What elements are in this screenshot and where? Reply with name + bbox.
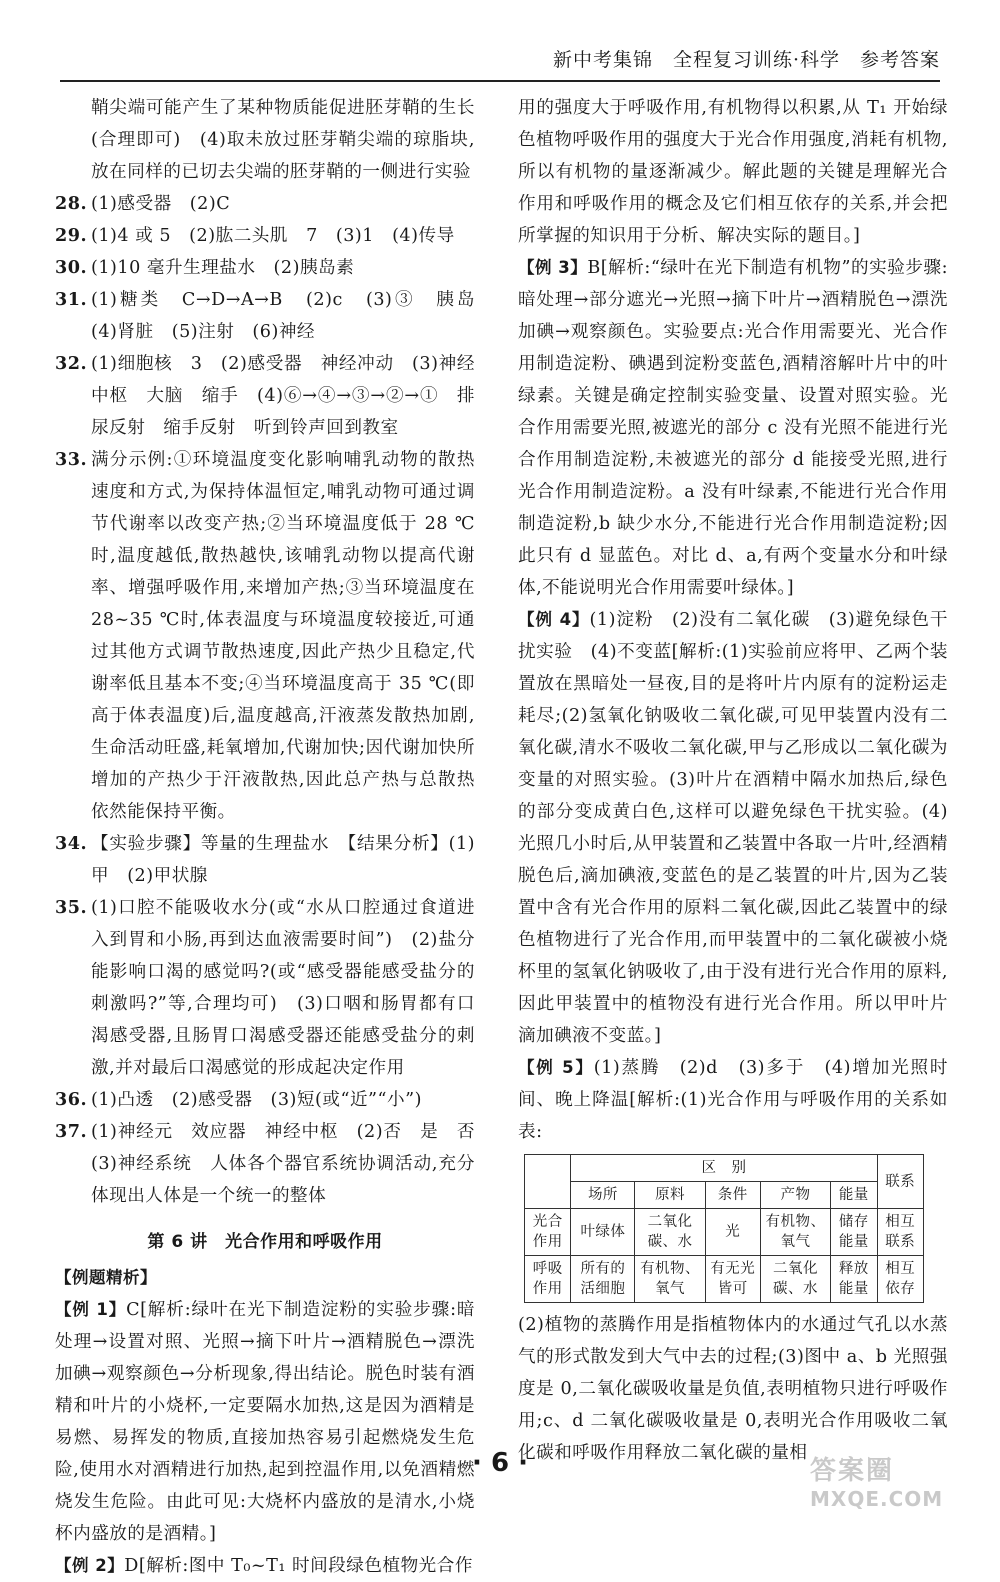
answer-item: [55, 220, 475, 252]
item-text: (1)凸透 (2)感受器 (3)短(或“近”“小”): [91, 1090, 423, 1110]
item-text: (1)糖类 C→D→A→B (2)c (3)③ 胰岛 (4)肾脏 (5)注射 (6)神经: [91, 290, 494, 342]
item-text: 满分示例:①环境温度变化影响哺乳动物的散热速度和方式,为保持体温恒定,哺乳动物可通过调节代谢率以改变产热;②当环境温度低于 28 ℃时,温度越低,散热越快,该哺乳动物以提高代谢率、增强呼吸作用,来增加产热;③当环境温度在28~35 ℃时,体表温度与环境温度较接近,可通过其他方式调节散热速度,因此产热少且稳定,代谢率低且基本不变;④当环境温度高于 35 ℃(即高于体表温度)后,温度越高,汗液蒸发散热加剧,生命活动旺盛,耗氧增加,代谢加快;因代谢加快所增加的产热少于汗液散热,因此总产热与总散热依然能保持平衡。: [91, 450, 475, 822]
table-cell: 释放能量: [831, 1256, 877, 1303]
table-link-cell: 相互联系: [877, 1209, 923, 1256]
item-number: 32.: [55, 353, 88, 374]
comparison-table: [524, 1154, 924, 1303]
table-row-name: 光合作用: [525, 1209, 571, 1256]
answer-item: [55, 284, 494, 348]
item-number: 34.: [55, 833, 88, 854]
after-table-paragraph: (2)植物的蒸腾作用是指植物体内的水通过气孔以水蒸气的形式散发到大气中去的过程;(3)图中 a、b 光照强度是 0,二氧化碳吸收量是负值,表明植物只进行呼吸作用;c、d 二氧化碳吸收量是 0,表明光合作用吸收二氧化碳和呼吸作用释放二氧化碳的量相: [518, 1315, 948, 1463]
table-cell: 光: [705, 1209, 760, 1256]
table-cell: 有机物、氧气: [635, 1256, 705, 1303]
table-col-header: 产物: [760, 1182, 830, 1209]
header-title: 新中考集锦 全程复习训练·科学 参考答案: [552, 49, 940, 71]
example-text: C[解析:绿叶在光下制造淀粉的实验步骤:暗处理→设置对照、光照→摘下叶片→酒精脱色→漂洗加碘→观察颜色→分析现象,得出结论。脱色时装有酒精和叶片的小烧杯,一定要隔水加热,这是因为酒精是易燃、易挥发的物质,直接加热容易引起燃烧发生危险,使用水对酒精进行加热,起到控温作用,以免酒精燃烧发生危险。由此可见:大烧杯内盛放的是清水,小烧杯内盛放的是酒精。]: [55, 1300, 475, 1544]
table-row: [525, 1256, 924, 1303]
table-column-row: [525, 1182, 924, 1209]
example-label: 【例 2】: [55, 1556, 125, 1575]
item-text: (1)感受器 (2)C: [91, 194, 231, 214]
example-2: [55, 1550, 475, 1582]
answer-item: [55, 1116, 494, 1212]
answer-item: [55, 892, 475, 1084]
example-text: B[解析:“绿叶在光下制造有机物”的实验步骤:暗处理→部分遮光→光照→摘下叶片→酒精脱色→漂洗加碘→观察颜色。实验要点:光合作用需要光、光合作用制造淀粉、碘遇到淀粉变蓝色,酒精溶解叶片中的叶绿素。关键是确定控制实验变量、设置对照实验。光合作用需要光照,被遮光的部分 c 没有光照不能进行光合作用制造淀粉,未被遮光的部分 d 能接受光照,进行光合作用制造淀粉。a 没有叶绿素,不能进行光合作用制造淀粉,b 缺少水分,不能进行光合作用制造淀粉;因此只有 d 显蓝色。对比 d、a,有两个变量水分和叶绿体,不能说明光合作用需要叶绿体。]: [518, 258, 949, 598]
example-2-continued: 用的强度大于呼吸作用,有机物得以积累,从 T₁ 开始绿色植物呼吸作用的强度大于光合作用强度,消耗有机物,所以有机物的量逐渐减少。解此题的关键是理解光合作用和呼吸作用的概念及它们相互依存的关系,并会把所掌握的知识用于分析、解决实际的题目。]: [518, 98, 948, 246]
item-text: 【实验步骤】等量的生理盐水 【结果分析】(1)甲 (2)甲状腺: [91, 834, 475, 886]
intro-paragraph: 鞘尖端可能产生了某种物质能促进胚芽鞘的生长(合理即可) (4)取未放过胚芽鞘尖端的琼脂块,放在同样的已切去尖端的胚芽鞘的一侧进行实验: [91, 98, 475, 182]
example-label: 【例 3】: [518, 258, 588, 277]
sub-heading: 【例题精析】: [55, 1268, 157, 1287]
item-number: 36.: [55, 1089, 88, 1110]
example-text: D[解析:图中 T₀~T₁ 时间段绿色植物光合作: [124, 1556, 473, 1576]
watermark-logo: [810, 1450, 990, 1510]
answer-item: [55, 348, 475, 444]
item-number: 31.: [55, 289, 88, 310]
table-cell: 储存能量: [831, 1209, 877, 1256]
page-number: · 6 ·: [472, 1448, 528, 1478]
table-group-header: 区 别: [571, 1155, 877, 1182]
table-col-header: 场所: [571, 1182, 635, 1209]
example-text: (1)蒸腾 (2)d (3)多于 (4)增加光照时间、晚上降温[解析:(1)光合作用与呼吸作用的关系如表:: [518, 1058, 948, 1142]
right-column: [518, 92, 948, 1469]
item-number: 37.: [55, 1121, 88, 1142]
table-row: [525, 1209, 924, 1256]
item-text: (1)神经元 效应器 神经中枢 (2)否 是 否 (3)神经系统 人体各个器官系统协调活动,充分体现出人体是一个统一的整体: [91, 1122, 494, 1206]
table-cell: 二氧化碳、水: [760, 1256, 830, 1303]
table-cell: 有无光皆可: [705, 1256, 760, 1303]
table-link-cell: 相互依存: [877, 1256, 923, 1303]
item-text: (1)10 毫升生理盐水 (2)胰岛素: [91, 258, 355, 278]
table-header-row: [525, 1155, 924, 1182]
example-label: 【例 5】: [518, 1058, 594, 1077]
item-number: 28.: [55, 193, 88, 214]
item-number: 30.: [55, 257, 88, 278]
item-text: (1)4 或 5 (2)肱二头肌 7 (3)1 (4)传导: [91, 226, 455, 246]
example-label: 【例 1】: [55, 1300, 127, 1319]
item-number: 29.: [55, 225, 88, 246]
item-text: (1)口腔不能吸收水分(或“水从口腔通过食道进入到胃和小肠,再到达血液需要时间”) (2)盐分能影响口渴的感觉吗?(或“感受器能感受盐分的刺激吗?”等,合理均可) (3)口咽和肠胃都有口渴感受器,且肠胃口渴感受器还能感受盐分的刺激,并对最后口渴感觉的形成起决定作用: [91, 898, 475, 1078]
example-3: [518, 252, 948, 604]
example-1: [55, 1294, 475, 1550]
table-row-name: 呼吸作用: [525, 1256, 571, 1303]
example-4: [518, 604, 948, 1052]
item-text: (1)细胞核 3 (2)感受器 神经冲动 (3)神经中枢 大脑 缩手 (4)⑥→④→③→②→① 排尿反射 缩手反射 听到铃声回到教室: [91, 354, 475, 438]
page-header: [60, 40, 940, 82]
table-link-header: 联系: [877, 1155, 923, 1209]
left-column: [55, 92, 494, 1582]
watermark-top: 答案圈: [810, 1456, 895, 1486]
table-cell: 所有的活细胞: [571, 1256, 635, 1303]
example-text: (1)淀粉 (2)没有二氧化碳 (3)避免绿色干扰实验 (4)不变蓝[解析:(1)实验前应将甲、乙两个装置放在黑暗处一昼夜,目的是将叶片内原有的淀粉运走耗尽;(2)氢氧化钠吸收二氧化碳,可见甲装置内没有二氧化碳,清水不吸收二氧化碳,甲与乙形成以二氧化碳为变量的对照实验。(3)叶片在酒精中隔水加热后,绿色的部分变成黄白色,这样可以避免绿色干扰实验。(4)光照几小时后,从甲装置和乙装置中各取一片叶,经酒精脱色后,滴加碘液,变蓝色的是乙装置的叶片,因为乙装置中含有光合作用的原料二氧化碳,因此乙装置中的绿色植物进行了光合作用,而甲装置中的二氧化碳被小烧杯里的氢氧化钠吸收了,由于没有进行光合作用的原料,因此甲装置中的植物没有进行光合作用。所以甲叶片滴加碘液不变蓝。]: [518, 610, 949, 1046]
answer-item: [55, 444, 475, 828]
table-col-header: 条件: [705, 1182, 760, 1209]
answer-item: [55, 252, 475, 284]
section-title: 第 6 讲 光合作用和呼吸作用: [147, 1232, 383, 1252]
example-label: 【例 4】: [518, 610, 590, 629]
item-number: 33.: [55, 449, 88, 470]
answer-item: [55, 188, 475, 220]
answer-item: [55, 828, 475, 892]
watermark-bottom: MXQE.COM: [810, 1487, 944, 1511]
example-5: [518, 1052, 948, 1148]
table-cell: 叶绿体: [571, 1209, 635, 1256]
item-number: 35.: [55, 897, 88, 918]
table-corner-cell: [525, 1155, 571, 1209]
answer-item: [55, 1084, 475, 1116]
table-col-header: 能量: [831, 1182, 877, 1209]
table-col-header: 原料: [635, 1182, 705, 1209]
table-cell: 有机物、氧气: [760, 1209, 830, 1256]
table-cell: 二氧化碳、水: [635, 1209, 705, 1256]
